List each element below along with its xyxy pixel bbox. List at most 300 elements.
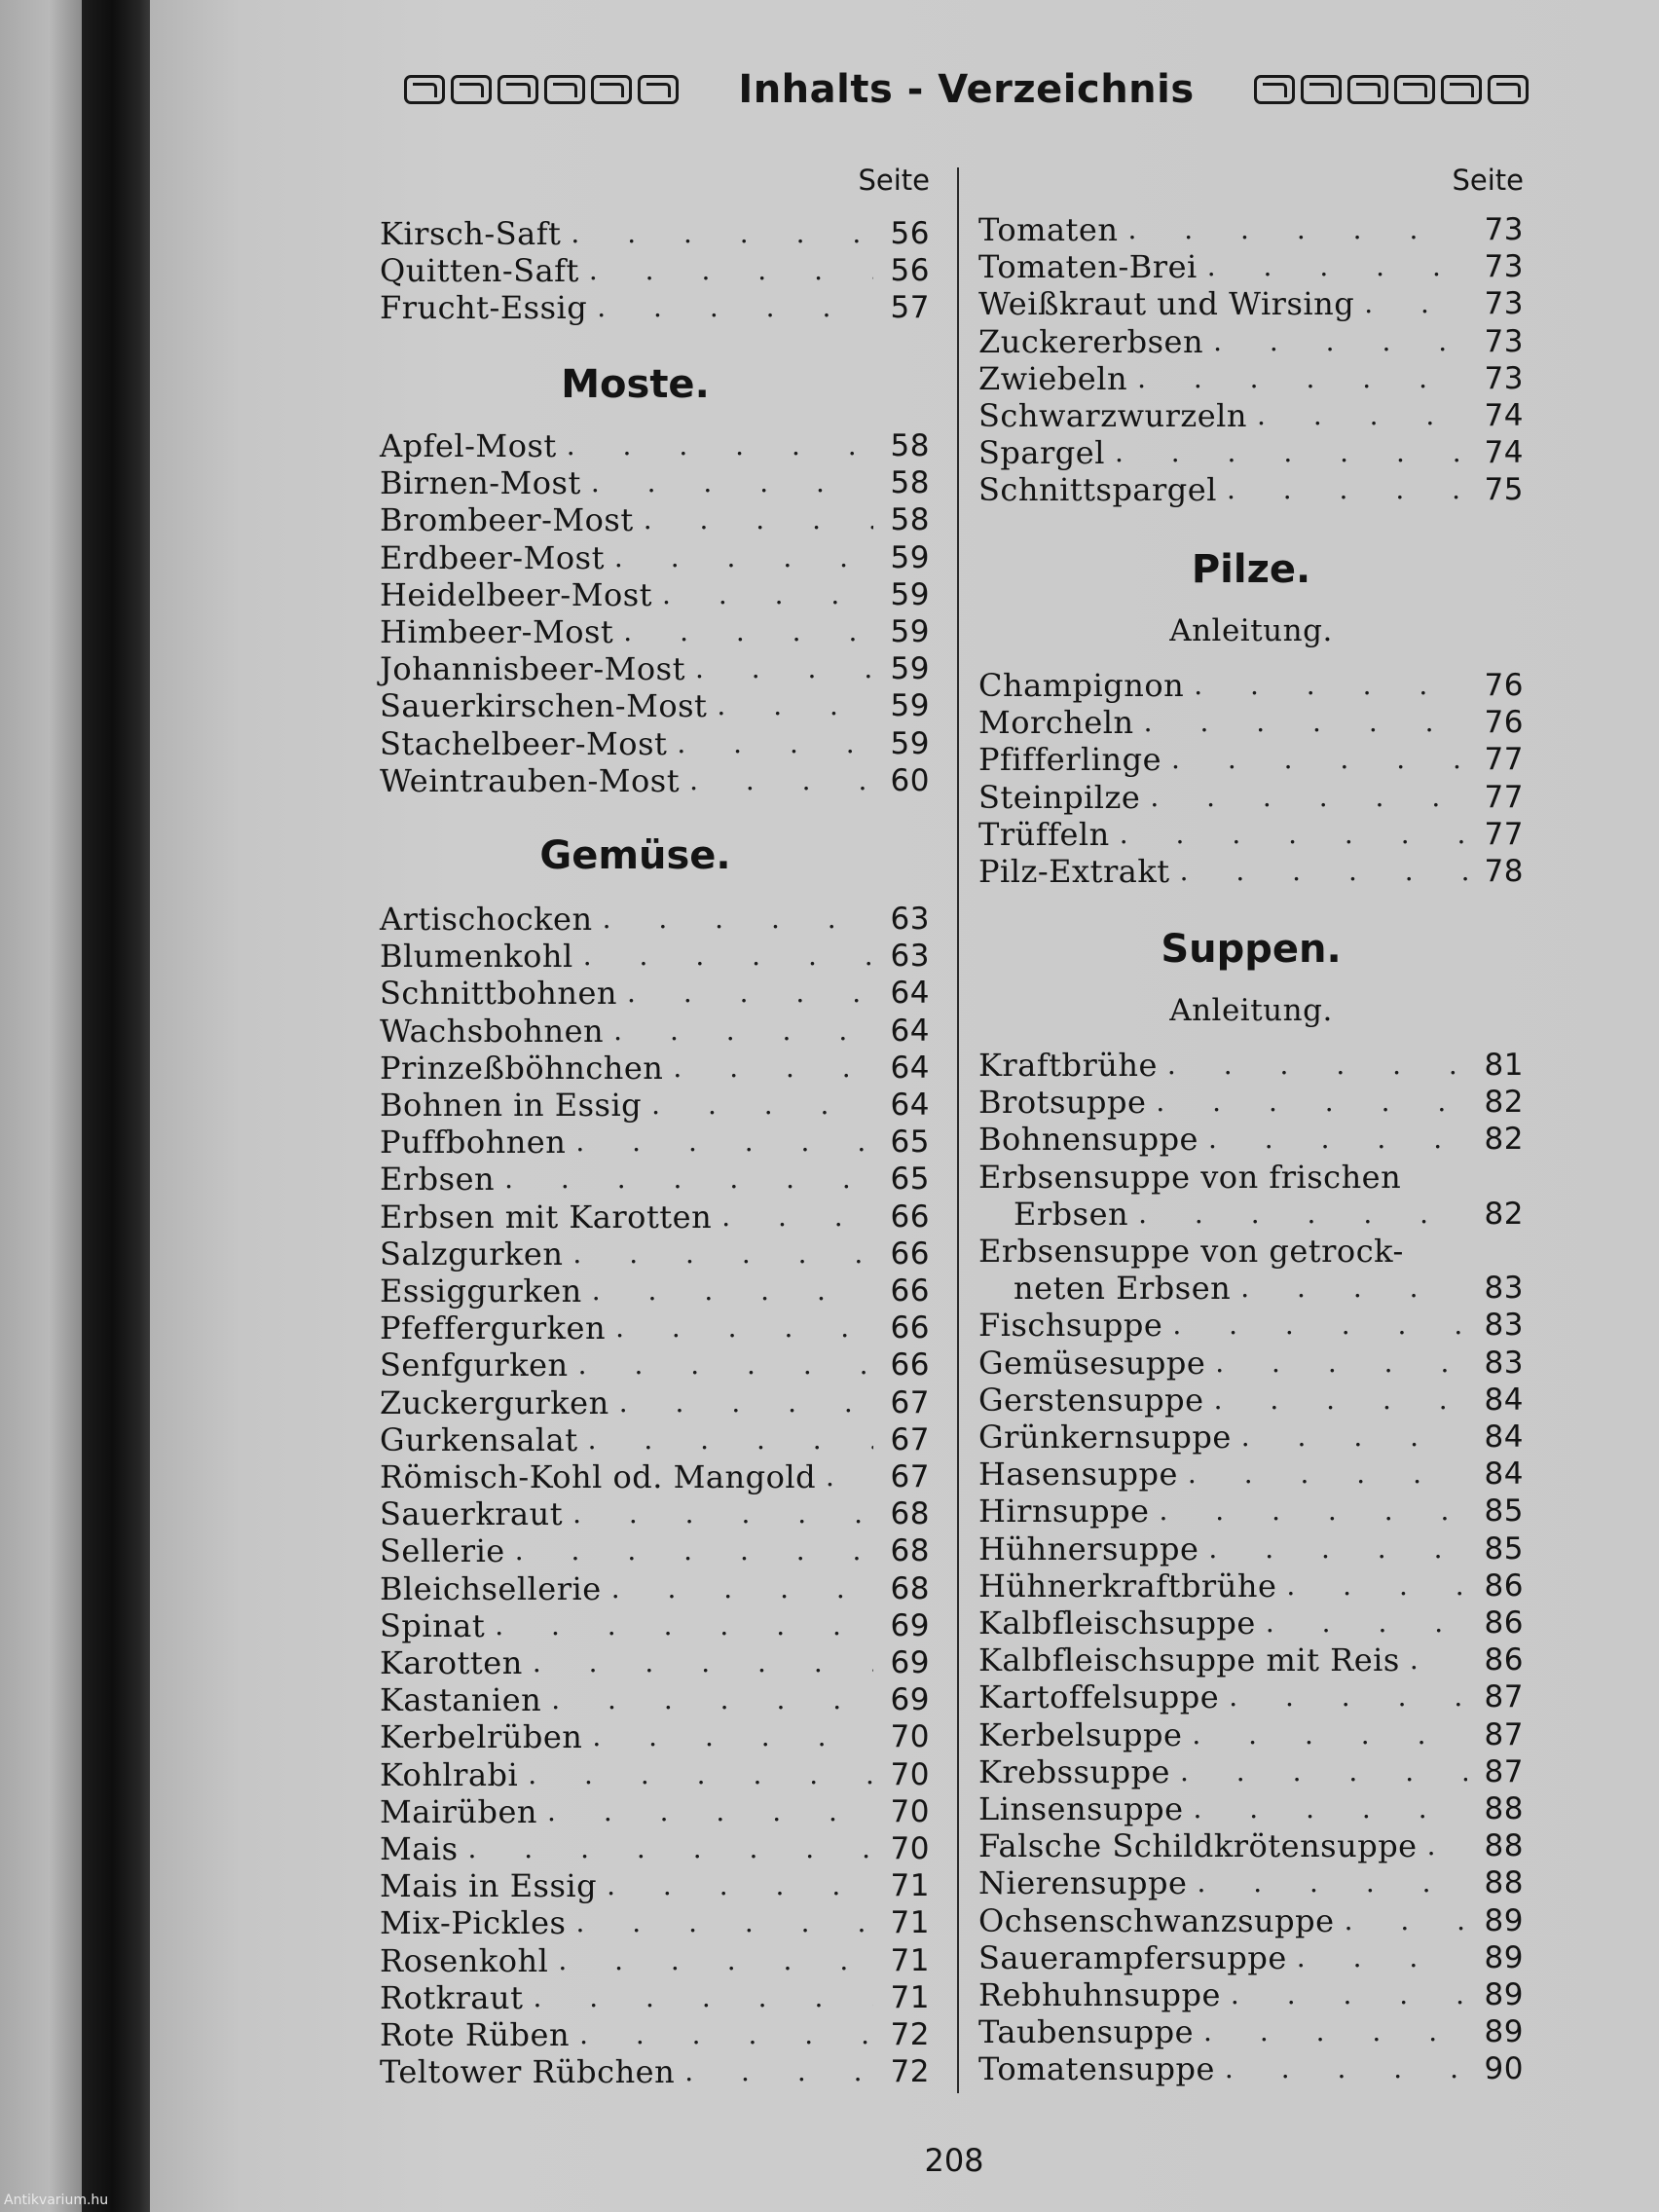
dot-leader — [1194, 1791, 1468, 1826]
toc-entry-page: 83 — [1484, 1308, 1524, 1344]
dot-leader — [1138, 1197, 1467, 1232]
toc-entry — [380, 1682, 930, 1717]
toc-entry-title: Hühnerkraftbrühe — [978, 1567, 1277, 1604]
toc-entry — [978, 1977, 1524, 2012]
toc-entry — [380, 1236, 930, 1272]
toc-entry-page: 88 — [1484, 1865, 1524, 1901]
dot-leader — [1229, 1679, 1467, 1714]
toc-entry-page: 56 — [890, 216, 930, 251]
toc-entry — [380, 428, 930, 463]
toc-entry — [380, 614, 930, 649]
toc-entry-page: 77 — [1484, 742, 1524, 778]
toc-entry-title: Rosenkohl — [380, 1941, 549, 1979]
toc-entry-page: 87 — [1484, 1753, 1524, 1789]
dot-leader — [662, 577, 873, 612]
dot-leader — [547, 1794, 873, 1829]
toc-entry-title: Teltower Rübchen — [380, 2053, 676, 2091]
toc-entry-page: 59 — [890, 688, 930, 724]
toc-entry-page: 83 — [1484, 1271, 1524, 1307]
toc-entry-page: 89 — [1484, 2014, 1524, 2050]
dot-leader — [1156, 1085, 1467, 1120]
toc-entry-page: 83 — [1484, 1345, 1524, 1381]
toc-entry-title: Schnittspargel — [978, 471, 1217, 509]
toc-entry — [978, 1493, 1524, 1529]
toc-entry-title: Mais — [380, 1830, 459, 1867]
dot-leader — [572, 1496, 873, 1531]
dot-leader — [567, 428, 873, 463]
toc-entry-page: 70 — [890, 1756, 930, 1792]
toc-entry-title: Schnittbohnen — [380, 975, 618, 1013]
toc-entry — [380, 1051, 930, 1086]
dot-leader — [592, 1719, 873, 1754]
dot-leader — [717, 688, 873, 723]
toc-entry-page: 66 — [890, 1235, 930, 1272]
toc-entry-title: Morcheln — [978, 704, 1134, 742]
toc-entry-title: Karotten — [380, 1644, 523, 1681]
toc-entry-title: Salzgurken — [380, 1235, 564, 1272]
toc-entry — [978, 780, 1524, 815]
toc-entry — [978, 1754, 1524, 1789]
toc-entry — [380, 939, 930, 974]
toc-entry-title: Schwarzwurzeln — [978, 397, 1248, 434]
background-left-page-edge — [0, 0, 82, 2212]
toc-entry-page: 59 — [890, 725, 930, 761]
toc-entry-page: 89 — [1484, 1902, 1524, 1938]
toc-entry-title: Johannisbeer-Most — [380, 650, 685, 688]
toc-entry-page: 70 — [890, 1831, 930, 1866]
toc-entry-title: Krebssuppe — [978, 1752, 1170, 1790]
dot-leader — [721, 1199, 873, 1235]
toc-entry-page: 64 — [890, 1088, 930, 1123]
toc-entry-page: 57 — [890, 290, 930, 326]
toc-entry — [978, 1048, 1524, 1083]
toc-entry-page: 67 — [890, 1459, 930, 1494]
toc-entry-page: 73 — [1484, 323, 1524, 359]
toc-entry — [380, 465, 930, 500]
dot-leader — [528, 1757, 873, 1792]
toc-entry-title: Frucht-Essig — [380, 289, 588, 327]
toc-entry-title: Erbsensuppe von getrock- — [978, 1233, 1404, 1270]
toc-entry-title: Fischsuppe — [978, 1307, 1163, 1345]
dot-leader — [619, 1385, 873, 1420]
toc-entry-title: Grünkernsuppe — [978, 1419, 1232, 1456]
dot-leader — [515, 1533, 873, 1568]
toc-entry — [978, 742, 1524, 777]
dot-leader — [571, 216, 873, 251]
toc-entry-title: Gerstensuppe — [978, 1381, 1204, 1419]
toc-entry-title: Weißkraut und Wirsing — [978, 285, 1355, 323]
toc-entry-title: Tomaten — [978, 211, 1119, 248]
toc-entry-title: Artischocken — [380, 901, 593, 938]
dot-leader — [1286, 1568, 1467, 1604]
toc-entry-page: 68 — [890, 1496, 930, 1532]
toc-entry-title: Gemüsesuppe — [978, 1344, 1206, 1382]
toc-entry-page: 71 — [890, 1942, 930, 1978]
toc-entry-page: 67 — [890, 1421, 930, 1457]
toc-entry — [380, 2017, 930, 2052]
toc-entry-title: Wachsbohnen — [380, 1012, 605, 1050]
toc-entry-title: Hirnsuppe — [978, 1493, 1150, 1530]
toc-entry-page: 58 — [890, 502, 930, 538]
dot-leader — [603, 902, 873, 937]
dot-leader — [689, 763, 873, 798]
toc-entry-title: Rote Rüben — [380, 2016, 571, 2053]
toc-entry-page: 66 — [890, 1347, 930, 1383]
toc-entry-title: Kalbfleischsuppe — [978, 1604, 1256, 1641]
toc-entry-page: 82 — [1484, 1085, 1524, 1121]
dot-leader — [1171, 742, 1467, 777]
seite-label-left: Seite — [858, 164, 930, 197]
toc-entry — [380, 2054, 930, 2089]
toc-entry — [380, 976, 930, 1011]
dot-leader — [1180, 1754, 1467, 1789]
toc-entry-page: 59 — [890, 576, 930, 612]
toc-entry — [978, 854, 1524, 889]
toc-entry-page: 75 — [1484, 472, 1524, 508]
dot-leader — [1115, 435, 1467, 470]
toc-entry-page: 89 — [1484, 1939, 1524, 1975]
toc-entry-page: 84 — [1484, 1456, 1524, 1493]
toc-entry-page: 87 — [1484, 1716, 1524, 1752]
toc-entry-page: 64 — [890, 1050, 930, 1086]
toc-entry — [978, 817, 1524, 852]
toc-entry — [380, 651, 930, 686]
seite-label-right: Seite — [1452, 164, 1524, 197]
dot-leader — [1345, 1903, 1467, 1938]
toc-entry-page: 69 — [890, 1607, 930, 1643]
toc-entry-page: 66 — [890, 1198, 930, 1235]
toc-entry-title: Linsensuppe — [978, 1790, 1184, 1827]
toc-entry — [380, 726, 930, 761]
dot-leader — [1214, 1382, 1467, 1418]
dot-leader — [1240, 1271, 1467, 1306]
dot-leader — [575, 1905, 873, 1940]
toc-entry-title: Sauerkraut — [380, 1495, 564, 1533]
dot-leader — [1192, 1717, 1467, 1752]
toc-entry — [380, 763, 930, 798]
toc-entry-page: 76 — [1484, 705, 1524, 741]
page-number: 208 — [924, 2142, 984, 2179]
dot-leader — [607, 1868, 873, 1903]
dot-leader — [592, 1273, 873, 1309]
toc-entry-title: Falsche Schildkrötensuppe — [978, 1827, 1418, 1865]
toc-entry-page: 73 — [1484, 212, 1524, 247]
toc-entry-title: Essiggurken — [380, 1272, 582, 1309]
toc-entry-title: Erbsensuppe von frischen — [978, 1158, 1402, 1196]
toc-entry — [380, 540, 930, 575]
toc-entry-title: Erdbeer-Most — [380, 538, 605, 576]
dot-leader — [1364, 286, 1467, 321]
dot-leader — [589, 253, 873, 288]
toc-entry-title: Puffbohnen — [380, 1124, 567, 1161]
toc-entry-title: Bleichsellerie — [380, 1569, 602, 1607]
toc-entry — [380, 1608, 930, 1643]
toc-entry-page: 85 — [1484, 1530, 1524, 1567]
toc-entry-title: Gurkensalat — [380, 1420, 578, 1458]
dot-leader — [1427, 1828, 1467, 1863]
toc-entry — [978, 1419, 1524, 1455]
toc-entry-title: Mairüben — [380, 1792, 538, 1830]
dot-leader — [1215, 1346, 1467, 1381]
toc-entry-title: Kastanien — [380, 1681, 542, 1719]
dot-leader — [1197, 1865, 1467, 1900]
toc-entry-title: Kartoffelsuppe — [978, 1678, 1220, 1716]
toc-entry-page: 76 — [1484, 668, 1524, 703]
toc-entry — [978, 1605, 1524, 1641]
toc-entry-title: Kerbelsuppe — [978, 1715, 1183, 1753]
toc-entry-page: 82 — [1484, 1196, 1524, 1232]
toc-entry-page: 67 — [890, 1384, 930, 1420]
toc-entry — [978, 1865, 1524, 1900]
toc-entry-page: 82 — [1484, 1122, 1524, 1158]
toc-entry — [978, 1531, 1524, 1567]
toc-entry-title: Zuckergurken — [380, 1383, 609, 1421]
toc-entry-title: Birnen-Most — [380, 464, 581, 502]
toc-entry-title: Bohnen in Essig — [380, 1087, 643, 1124]
toc-entry-title: Erbsen mit Karotten — [380, 1198, 713, 1235]
toc-entry-page: 85 — [1484, 1493, 1524, 1530]
toc-entry — [380, 1533, 930, 1568]
toc-entry — [978, 1903, 1524, 1938]
toc-entry-title: Erbsen — [1014, 1195, 1129, 1233]
toc-entry-title: Nierensuppe — [978, 1864, 1188, 1902]
dot-leader — [1159, 1493, 1467, 1529]
toc-entry-page: 58 — [890, 465, 930, 501]
dot-leader — [1144, 705, 1467, 740]
toc-entry-title: Senfgurken — [380, 1346, 569, 1384]
toc-entry — [380, 1794, 930, 1829]
toc-entry-page: 68 — [890, 1570, 930, 1606]
toc-entry — [380, 1273, 930, 1309]
toc-entry-title: Sauerkirschen-Most — [380, 687, 708, 725]
toc-entry — [380, 1459, 930, 1494]
toc-entry — [978, 435, 1524, 470]
toc-entry-page: 72 — [890, 2017, 930, 2052]
toc-entry — [978, 1791, 1524, 1826]
dot-leader — [588, 1422, 873, 1457]
toc-entry-title: Kalbfleischsuppe mit Reis — [978, 1641, 1400, 1679]
toc-entry-page: 71 — [890, 1868, 930, 1904]
toc-entry-title: Taubensuppe — [978, 2013, 1195, 2051]
toc-entry-title: Mais in Essig — [380, 1867, 598, 1905]
toc-entry-page: 63 — [890, 902, 930, 937]
toc-entry — [978, 324, 1524, 359]
dot-leader — [468, 1831, 874, 1866]
dot-leader — [533, 1980, 873, 2015]
toc-entry — [380, 290, 930, 325]
toc-entry — [380, 1385, 930, 1420]
suppen-subheading: Anleitung. — [1169, 993, 1333, 1028]
toc-entry-page: 90 — [1484, 2051, 1524, 2087]
toc-entry — [380, 1124, 930, 1160]
toc-entry-page: 68 — [890, 1533, 930, 1569]
dot-leader — [1231, 1977, 1467, 2012]
toc-entry-page: 73 — [1484, 249, 1524, 285]
toc-entry — [380, 1831, 930, 1866]
toc-entry — [380, 1014, 930, 1049]
book-spine — [82, 0, 150, 2212]
toc-entry-page: 64 — [890, 1013, 930, 1049]
toc-entry-page: 81 — [1484, 1048, 1524, 1083]
toc-entry-title: Steinpilze — [978, 778, 1141, 816]
toc-entry — [978, 1717, 1524, 1752]
toc-entry-page: 86 — [1484, 1567, 1524, 1604]
toc-entry-page: 84 — [1484, 1382, 1524, 1418]
dot-leader — [1203, 2014, 1467, 2049]
toc-entry-title: Sellerie — [380, 1532, 505, 1570]
toc-entry-page: 58 — [890, 428, 930, 463]
toc-entry — [380, 1161, 930, 1197]
toc-entry-title: Apfel-Most — [380, 427, 557, 464]
dot-leader — [644, 502, 873, 537]
toc-entry-title: Zuckererbsen — [978, 322, 1204, 360]
toc-entry-page: 65 — [890, 1124, 930, 1161]
dot-leader — [677, 726, 873, 761]
toc-entry-title: Kirsch-Saft — [380, 215, 562, 252]
toc-entry-title: Ochsenschwanzsuppe — [978, 1901, 1335, 1939]
dot-leader — [504, 1161, 873, 1197]
toc-entry — [978, 1122, 1524, 1157]
dot-leader — [1208, 1122, 1467, 1157]
toc-entry — [978, 1568, 1524, 1604]
toc-entry-title: Bohnensuppe — [978, 1121, 1198, 1159]
dot-leader — [533, 1645, 873, 1680]
toc-entry-page: 66 — [890, 1273, 930, 1309]
dot-leader — [614, 540, 873, 575]
toc-entry-page: 78 — [1484, 854, 1524, 889]
toc-entry-title: Tomatensuppe — [978, 2050, 1215, 2088]
toc-entry-page: 63 — [890, 939, 930, 975]
dot-leader — [1120, 817, 1467, 852]
toc-entry-page: 70 — [890, 1793, 930, 1829]
toc-entry-title: Spinat — [380, 1606, 486, 1644]
dot-leader — [495, 1608, 873, 1643]
toc-entry — [380, 1868, 930, 1903]
toc-entry-title: Erbsen — [380, 1161, 496, 1198]
dot-leader — [1225, 2051, 1467, 2086]
toc-entry — [978, 2014, 1524, 2049]
toc-entry-title: Brombeer-Most — [380, 501, 634, 539]
toc-entry — [380, 1905, 930, 1940]
toc-entry-page: 88 — [1484, 1791, 1524, 1826]
toc-entry-title: Rotkraut — [380, 1978, 524, 2016]
toc-entry-page: 71 — [890, 1905, 930, 1941]
toc-entry-page: 84 — [1484, 1419, 1524, 1455]
toc-entry-title: Blumenkohl — [380, 938, 573, 976]
dot-leader — [826, 1459, 873, 1494]
toc-entry-page: 60 — [890, 762, 930, 798]
toc-entry-page: 86 — [1484, 1642, 1524, 1678]
toc-entry — [380, 577, 930, 612]
toc-entry-title: neten Erbsen — [1014, 1270, 1232, 1308]
dot-leader — [591, 465, 873, 500]
toc-entry — [380, 253, 930, 288]
toc-entry-page: 89 — [1484, 1977, 1524, 2012]
dot-leader — [579, 2017, 873, 2052]
toc-entry-page: 88 — [1484, 1828, 1524, 1864]
toc-entry — [978, 668, 1524, 703]
toc-entry — [978, 1940, 1524, 1975]
toc-entry — [978, 1382, 1524, 1418]
dot-leader — [1213, 324, 1467, 359]
dot-leader — [651, 1088, 873, 1123]
toc-entry — [380, 1496, 930, 1531]
dot-leader — [1167, 1048, 1467, 1083]
section-heading-gemuese: Gemüse. — [539, 833, 731, 878]
toc-entry-title: Brotsuppe — [978, 1084, 1147, 1122]
ornament-right-icon — [1254, 75, 1529, 104]
dot-leader — [684, 2054, 873, 2089]
page-header — [404, 60, 1529, 119]
toc-entry — [978, 1456, 1524, 1492]
toc-entry-page: 73 — [1484, 286, 1524, 322]
toc-entry-page: 71 — [890, 1979, 930, 2015]
dot-leader — [1208, 1531, 1467, 1567]
toc-entry-title: Zwiebeln — [978, 359, 1128, 397]
dot-leader — [1194, 668, 1467, 703]
dot-leader — [613, 1014, 873, 1049]
toc-entry-title: Hasensuppe — [978, 1456, 1178, 1493]
toc-entry-title: Kohlrabi — [380, 1755, 519, 1793]
dot-leader — [623, 614, 873, 649]
toc-entry — [380, 1347, 930, 1382]
page-title: Inhalts - Verzeichnis — [738, 67, 1195, 112]
toc-entry — [380, 1310, 930, 1346]
toc-entry-page: 87 — [1484, 1679, 1524, 1715]
pilze-subheading: Anleitung. — [1169, 613, 1333, 648]
toc-entry-page: 86 — [1484, 1605, 1524, 1641]
toc-entry-title: Quitten-Saft — [380, 252, 579, 290]
toc-entry — [978, 472, 1524, 507]
toc-entry — [978, 361, 1524, 396]
toc-entry-page: 65 — [890, 1161, 930, 1198]
toc-entry — [978, 286, 1524, 321]
dot-leader — [1241, 1419, 1467, 1455]
dot-leader — [1266, 1605, 1467, 1641]
dot-leader — [597, 290, 873, 325]
toc-entry — [380, 688, 930, 723]
dot-leader — [551, 1682, 873, 1717]
dot-leader — [1127, 212, 1467, 247]
dot-leader — [695, 651, 873, 686]
toc-entry — [978, 1085, 1524, 1120]
dot-leader — [583, 939, 873, 974]
toc-entry — [380, 1199, 930, 1235]
toc-entry — [978, 1234, 1524, 1269]
toc-entry-title: Kraftbrühe — [978, 1047, 1158, 1084]
toc-entry — [978, 1679, 1524, 1714]
dot-leader — [1150, 780, 1467, 815]
ornament-left-icon — [404, 75, 679, 104]
dot-leader — [627, 976, 873, 1011]
toc-entry-page: 73 — [1484, 360, 1524, 396]
toc-entry-title: Mix-Pickles — [380, 1904, 567, 1942]
dot-leader — [1172, 1308, 1467, 1343]
toc-entry — [978, 1642, 1524, 1677]
dot-leader — [1207, 249, 1467, 284]
toc-entry — [380, 1757, 930, 1792]
toc-entry-page: 56 — [890, 253, 930, 289]
toc-entry-page: 66 — [890, 1310, 930, 1346]
toc-entry-title: Champignon — [978, 667, 1185, 704]
dot-leader — [1297, 1940, 1467, 1975]
toc-entry — [380, 216, 930, 251]
toc-entry-page: 77 — [1484, 816, 1524, 852]
toc-entry — [380, 1719, 930, 1754]
toc-entry-title: Römisch-Kohl od. Mangold — [380, 1458, 817, 1495]
toc-entry-title: Pilz-Extrakt — [978, 853, 1170, 890]
toc-entry-title: Tomaten-Brei — [978, 248, 1198, 286]
